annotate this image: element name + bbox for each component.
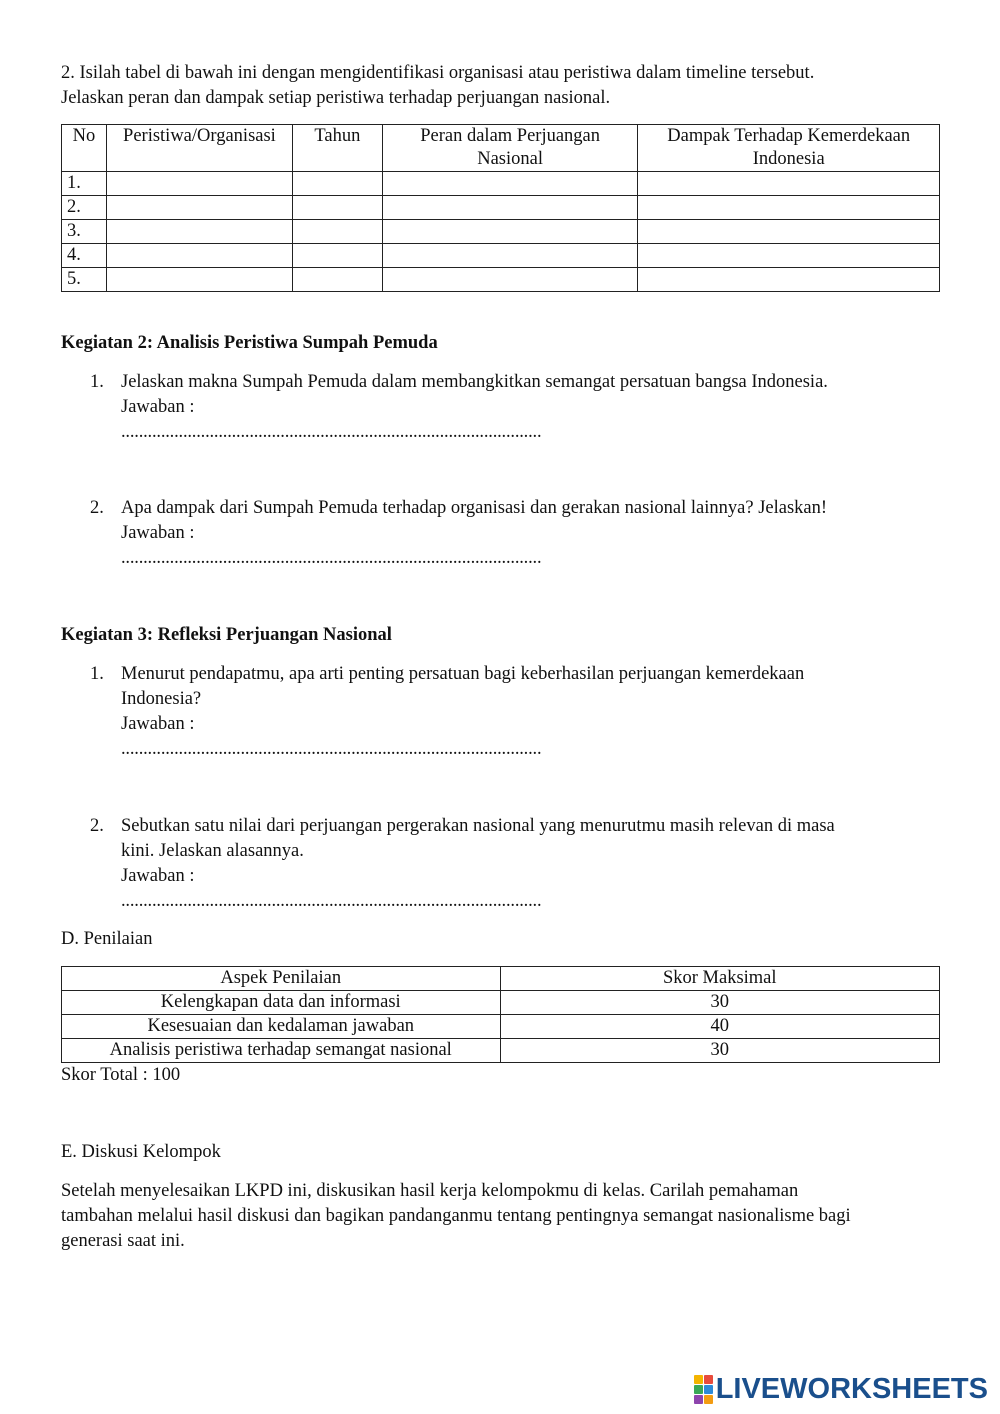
penilaian-table: [61, 966, 940, 1063]
answer-cell[interactable]: [292, 172, 382, 196]
answer-cell[interactable]: [638, 268, 940, 292]
kegiatan-2-title: Kegiatan 2: Analisis Peristiwa Sumpah Pemuda: [61, 333, 438, 353]
question-text: Sebutkan satu nilai dari perjuangan pergerakan nasional yang menurutmu masih relevan di masa: [121, 816, 835, 836]
diskusi-line-1: Setelah menyelesaikan LKPD ini, diskusikan hasil kerja kelompokmu di kelas. Carilah pemahaman: [61, 1181, 799, 1201]
timeline-table: [61, 124, 940, 292]
logo-square: [694, 1395, 703, 1404]
question-text-cont: Indonesia?: [121, 689, 202, 709]
header-dampak: Dampak Terhadap Kemerdekaan Indonesia: [638, 125, 940, 172]
table-row: [62, 268, 940, 292]
question-text: Menurut pendapatmu, apa arti penting persatuan bagi keberhasilan perjuangan kemerdekaan: [121, 664, 805, 684]
answer-line[interactable]: ...............................................................................................: [121, 548, 542, 568]
answer-cell[interactable]: [382, 268, 638, 292]
logo-square: [704, 1395, 713, 1404]
answer-cell[interactable]: [106, 172, 292, 196]
row-number: 4.: [62, 244, 107, 268]
row-number: 1.: [62, 172, 107, 196]
header-skor: Skor Maksimal: [500, 967, 939, 991]
table-row: [62, 220, 940, 244]
answer-cell[interactable]: [292, 268, 382, 292]
answer-cell[interactable]: [106, 196, 292, 220]
header-peran: Peran dalam Perjuangan Nasional: [382, 125, 638, 172]
answer-line[interactable]: ...............................................................................................: [121, 422, 542, 442]
header-aspek: Aspek Penilaian: [62, 967, 501, 991]
skor-cell: 40: [500, 1015, 939, 1039]
table-row: [62, 244, 940, 268]
answer-cell[interactable]: [382, 244, 638, 268]
answer-line[interactable]: ...............................................................................................: [121, 739, 542, 759]
row-number: 2.: [62, 196, 107, 220]
header-tahun: Tahun: [292, 125, 382, 172]
aspek-cell: Kesesuaian dan kedalaman jawaban: [62, 1015, 501, 1039]
question-text: Apa dampak dari Sumpah Pemuda terhadap organisasi dan gerakan nasional lainnya? Jelaskan!: [121, 498, 828, 518]
question-number: 1.: [90, 372, 104, 392]
logo-text: LIVEWORKSHEETS: [715, 1372, 988, 1405]
instruction-line-1: 2. Isilah tabel di bawah ini dengan mengidentifikasi organisasi atau peristiwa dalam timeline tersebut.: [61, 63, 815, 83]
logo-square: [694, 1385, 703, 1394]
question-text-cont: kini. Jelaskan alasannya.: [121, 841, 304, 861]
diskusi-title: E. Diskusi Kelompok: [61, 1142, 221, 1162]
answer-cell[interactable]: [106, 244, 292, 268]
answer-cell[interactable]: [638, 196, 940, 220]
liveworksheets-logo[interactable]: [694, 1374, 988, 1404]
table-row: [62, 196, 940, 220]
header-peristiwa: Peristiwa/Organisasi: [106, 125, 292, 172]
answer-cell[interactable]: [106, 268, 292, 292]
question-number: 2.: [90, 498, 104, 518]
skor-cell: 30: [500, 991, 939, 1015]
diskusi-line-2: tambahan melalui hasil diskusi dan bagikan pandanganmu tentang pentingnya semangat nasionalisme bagi: [61, 1206, 851, 1226]
table-header-row: [62, 125, 940, 172]
answer-line[interactable]: ...............................................................................................: [121, 891, 542, 911]
table-header-row: [62, 967, 940, 991]
skor-cell: 30: [500, 1039, 939, 1063]
answer-cell[interactable]: [638, 220, 940, 244]
logo-square: [704, 1375, 713, 1384]
liveworksheets-logo-icon: [694, 1375, 713, 1404]
instruction-line-2: Jelaskan peran dan dampak setiap peristiwa terhadap perjuangan nasional.: [61, 88, 611, 108]
table-row: [62, 1039, 940, 1063]
aspek-cell: Analisis peristiwa terhadap semangat nasional: [62, 1039, 501, 1063]
kegiatan-3-title: Kegiatan 3: Refleksi Perjuangan Nasional: [61, 625, 392, 645]
logo-square: [704, 1385, 713, 1394]
question-number: 2.: [90, 816, 104, 836]
table-row: [62, 991, 940, 1015]
answer-label: Jawaban :: [121, 866, 195, 886]
answer-cell[interactable]: [382, 220, 638, 244]
answer-cell[interactable]: [382, 196, 638, 220]
penilaian-title: D. Penilaian: [61, 929, 153, 949]
diskusi-line-3: generasi saat ini.: [61, 1231, 185, 1251]
skor-total: Skor Total : 100: [61, 1065, 181, 1085]
answer-cell[interactable]: [382, 172, 638, 196]
answer-cell[interactable]: [106, 220, 292, 244]
logo-square: [694, 1375, 703, 1384]
question-number: 1.: [90, 664, 104, 684]
answer-label: Jawaban :: [121, 397, 195, 417]
table-row: [62, 1015, 940, 1039]
row-number: 3.: [62, 220, 107, 244]
answer-cell[interactable]: [292, 220, 382, 244]
answer-label: Jawaban :: [121, 714, 195, 734]
question-text: Jelaskan makna Sumpah Pemuda dalam membangkitkan semangat persatuan bangsa Indonesia.: [121, 372, 828, 392]
answer-cell[interactable]: [638, 244, 940, 268]
answer-cell[interactable]: [638, 172, 940, 196]
header-no: No: [62, 125, 107, 172]
answer-cell[interactable]: [292, 244, 382, 268]
row-number: 5.: [62, 268, 107, 292]
answer-cell[interactable]: [292, 196, 382, 220]
table-row: [62, 172, 940, 196]
aspek-cell: Kelengkapan data dan informasi: [62, 991, 501, 1015]
answer-label: Jawaban :: [121, 523, 195, 543]
